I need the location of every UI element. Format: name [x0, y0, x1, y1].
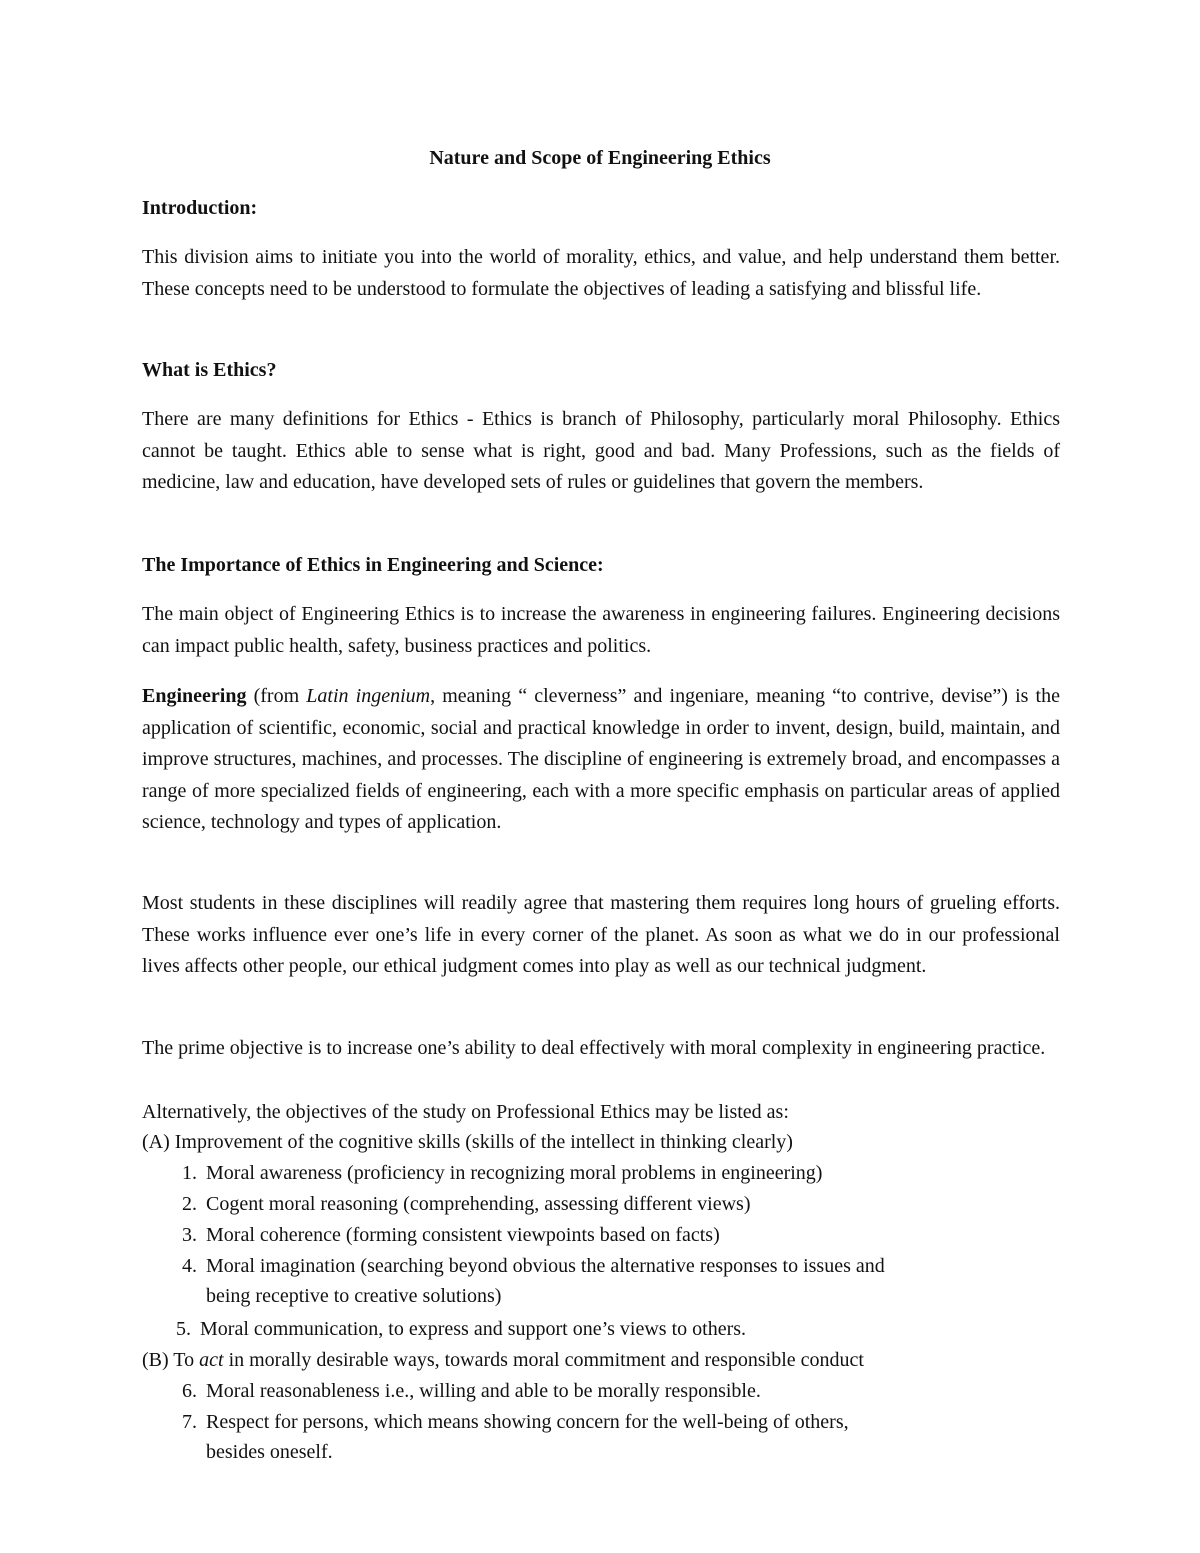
list-item — [182, 1251, 1062, 1311]
list-item-number: 4. — [182, 1255, 197, 1277]
latin-ingenium: Latin ingenium — [306, 685, 431, 707]
list-item-text: Moral awareness (proficiency in recognizing moral problems in engineering) — [206, 1162, 823, 1184]
list-item-continuation: besides oneself. — [206, 1441, 333, 1463]
list-item-number: 5. — [176, 1318, 191, 1340]
importance-paragraph: The main object of Engineering Ethics is to increase the awareness in engineering failures. Engineering decisions can impact public health, safety, business practices and politics. — [142, 603, 1060, 657]
engineering-definition-paragraph — [142, 681, 1060, 839]
students-paragraph: Most students in these disciplines will readily agree that mastering them requires long hours of grueling efforts. These works influence ever one’s life in every corner of the planet. As soon as what we do in our professional lives affects other people, our ethical judgment comes into play as well as our technical judgment. — [142, 892, 1060, 977]
list-item-text: Respect for persons, which means showing concern for the well-being of others, — [206, 1411, 849, 1433]
what-is-ethics-heading: What is Ethics? — [142, 359, 277, 381]
alternative-objectives-line: Alternatively, the objectives of the study on Professional Ethics may be listed as: — [142, 1101, 789, 1123]
list-item-text: Moral communication, to express and support one’s views to others. — [200, 1318, 747, 1340]
engineering-term: Engineering — [142, 685, 247, 707]
list-item-number: 7. — [182, 1411, 197, 1433]
list-item-number: 2. — [182, 1193, 197, 1215]
list-item — [182, 1158, 1062, 1188]
list-item-number: 6. — [182, 1380, 197, 1402]
list-item-text: Moral coherence (forming consistent viewpoints based on facts) — [206, 1224, 720, 1246]
list-item-text: Moral reasonableness i.e., willing and able to be morally responsible. — [206, 1380, 761, 1402]
group-b-emphasis: act — [199, 1349, 224, 1371]
list-item — [176, 1314, 1056, 1344]
engineering-def-part2: , meaning “ cleverness” and ingeniare, meaning “to contrive, devise”) is the application of scientific, economic, social and practical knowledge in order to invent, design, build, maintain, and improve structures, machines, and processes. The discipline of engineering is extremely broad, and encompasses a range of more specialized fields of engineering, each with a more specific emphasis on particular areas of applied science, technology and types of application. — [142, 685, 1060, 833]
list-item-number: 1. — [182, 1162, 197, 1184]
page-title: Nature and Scope of Engineering Ethics — [429, 147, 771, 169]
what-is-ethics-paragraph: There are many definitions for Ethics - Ethics is branch of Philosophy, particularly moral Philosophy. Ethics cannot be taught. Ethics able to sense what is right, good and bad. Many Professions, such as the fields of medicine, law and education, have developed sets of rules or guidelines that govern the members. — [142, 408, 1060, 493]
list-item — [182, 1220, 1062, 1250]
group-b-suffix: in morally desirable ways, towards moral commitment and responsible conduct — [223, 1349, 864, 1371]
list-item — [182, 1407, 1062, 1467]
engineering-def-part1: (from — [246, 685, 307, 707]
intro-heading: Introduction: — [142, 197, 258, 219]
list-item-continuation: being receptive to creative solutions) — [206, 1285, 502, 1307]
list-item — [182, 1189, 1062, 1219]
list-item-number: 3. — [182, 1224, 197, 1246]
list-item — [182, 1376, 1062, 1406]
group-b-label — [142, 1345, 1060, 1375]
intro-paragraph: This division aims to initiate you into the world of morality, ethics, and value, and help understand them better. These concepts need to be understood to formulate the objectives of leading a satisfying and blissful life. — [142, 246, 1060, 300]
list-item-text: Cogent moral reasoning (comprehending, assessing different views) — [206, 1193, 751, 1215]
importance-heading: The Importance of Ethics in Engineering and Science: — [142, 554, 604, 576]
group-a-label: (A) Improvement of the cognitive skills (skills of the intellect in thinking clearly) — [142, 1131, 793, 1153]
list-item-text: Moral imagination (searching beyond obvious the alternative responses to issues and — [206, 1255, 885, 1277]
prime-objective-paragraph: The prime objective is to increase one’s ability to deal effectively with moral complexity in engineering practice. — [142, 1037, 1046, 1059]
group-b-prefix: (B) To — [142, 1349, 200, 1371]
